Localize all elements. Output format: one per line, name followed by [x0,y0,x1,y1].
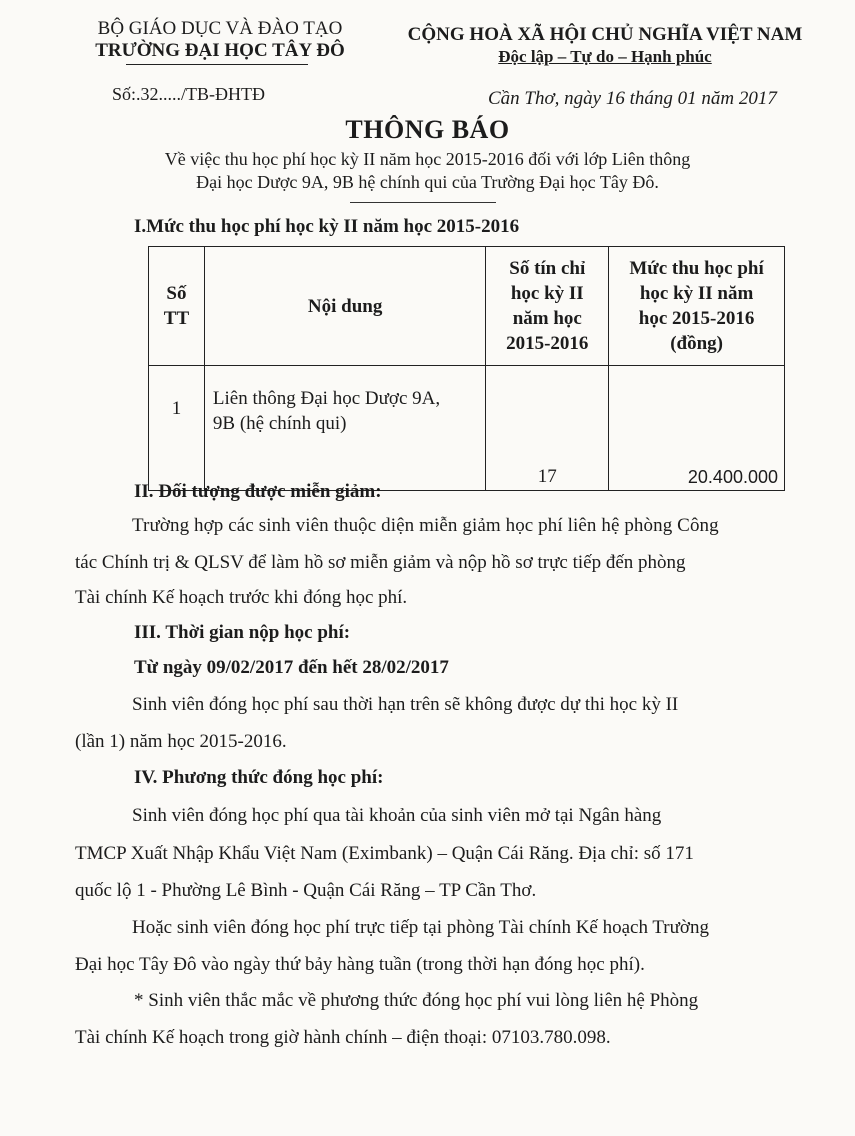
country-name: CỘNG HOÀ XÃ HỘI CHỦ NGHĨA VIỆT NAM [407,24,803,45]
title-separator [350,202,496,203]
credits-value: 17 [537,466,557,487]
cell-content [204,366,485,491]
cell-credits [486,366,609,491]
section-2-line-2: tác Chính trị & QLSV để làm hồ sơ miễn giảm và nộp hồ sơ trực tiếp đến phòng [75,552,686,573]
header-fee [609,247,785,366]
header-stt-line: TT [163,308,190,329]
section-3-heading: III. Thời gian nộp học phí: [134,622,351,643]
header-stt-line: Số [166,283,187,304]
header-stt [149,247,205,366]
national-motto: Độc lập – Tự do – Hạnh phúc [498,47,712,66]
ministry-name: BỘ GIÁO DỤC VÀ ĐÀO TẠO [97,18,343,39]
fee-value: 20.400.000 [687,467,778,487]
header-credits [486,247,609,366]
cell-stt [149,366,205,491]
section-2-heading: II. Đối tượng được miễn giảm: [134,481,382,502]
school-underline [126,64,308,65]
section-4-p1-line-2: TMCP Xuất Nhập Khẩu Việt Nam (Eximbank) – Quận Cái Răng. Địa chỉ: số 171 [75,843,694,864]
payment-period: Từ ngày 09/02/2017 đến hết 28/02/2017 [134,657,449,678]
header-fee-line: học 2015-2016 [638,308,755,329]
section-4-p2-line-1: Hoặc sinh viên đóng học phí trực tiếp tại phòng Tài chính Kế hoạch Trường [132,917,709,938]
document-title: THÔNG BÁO [345,115,510,144]
section-4-p3-line-2: Tài chính Kế hoạch trong giờ hành chính – điện thoại: 07103.780.098. [75,1027,611,1048]
section-2-line-3: Tài chính Kế hoạch trước khi đóng học phí. [75,587,408,608]
section-4-p3-line-1: * Sinh viên thắc mắc về phương thức đóng học phí vui lòng liên hệ Phòng [134,990,699,1011]
section-1-heading: I.Mức thu học phí học kỳ II năm học 2015-2016 [134,216,520,237]
national-header [390,24,820,67]
fee-table [148,246,785,491]
section-4-p1-line-1: Sinh viên đóng học phí qua tài khoản của sinh viên mở tại Ngân hàng [132,805,662,826]
table-row [149,366,785,491]
header-content [204,247,485,366]
cell-fee [609,366,785,491]
content-line: Liên thông Đại học Dược 9A, [212,388,441,409]
section-4-p1-line-3: quốc lộ 1 - Phường Lê Bình - Quận Cái Răng – TP Cần Thơ. [75,880,537,901]
header-fee-line: học kỳ II năm [639,283,754,304]
content-line: 9B (hệ chính qui) [212,413,347,434]
table-header-row [149,247,785,366]
header-credits-line: học kỳ II [510,283,584,304]
document-date: Cần Thơ, ngày 16 tháng 01 năm 2017 [488,88,777,109]
subtitle-line-1: Về việc thu học phí học kỳ II năm học 2015-2016 đối với lớp Liên thông [164,149,691,169]
header-fee-line: (đồng) [670,333,723,354]
section-3-line-2: (lần 1) năm học 2015-2016. [75,731,287,752]
document-number: Số:.32...../TB-ĐHTĐ [112,84,265,104]
header-credits-line: 2015-2016 [506,333,589,354]
stt-value: 1 [171,398,182,419]
header-fee-line: Mức thu học phí [629,258,764,279]
header-content-line: Nội dung [307,295,383,317]
section-4-p2-line-2: Đại học Tây Đô vào ngày thứ bảy hàng tuần (trong thời hạn đóng học phí). [75,954,645,975]
header-credits-line: Số tín chỉ [509,258,586,279]
subtitle-line-2: Đại học Dược 9A, 9B hệ chính qui của Trường Đại học Tây Đô. [196,172,659,192]
header-credits-line: năm học [512,308,582,329]
issuer-block [70,18,370,62]
section-4-heading: IV. Phương thức đóng học phí: [134,767,384,788]
section-2-line-1: Trường hợp các sinh viên thuộc diện miễn giảm học phí liên hệ phòng Công [132,515,719,536]
school-name: TRƯỜNG ĐẠI HỌC TÂY ĐÔ [95,40,345,61]
section-3-line-1: Sinh viên đóng học phí sau thời hạn trên sẽ không được dự thi học kỳ II [132,694,679,715]
